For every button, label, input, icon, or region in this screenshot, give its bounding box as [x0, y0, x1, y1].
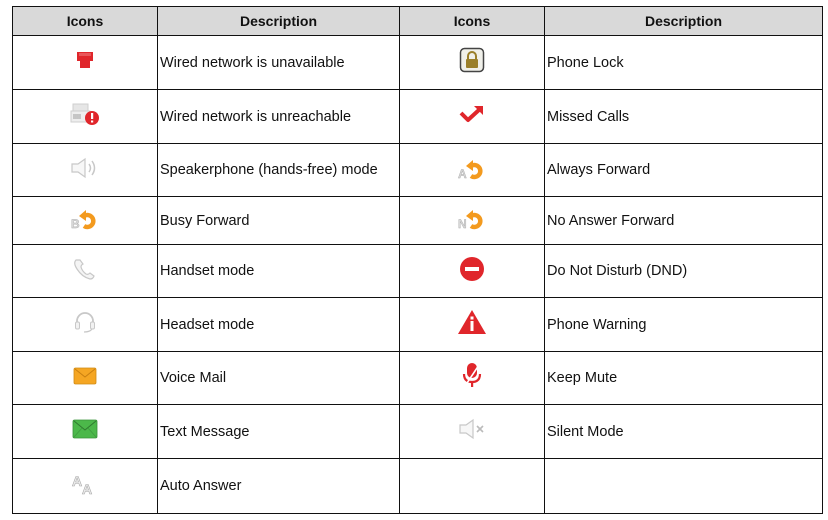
wired-network-unreachable-icon — [70, 102, 100, 131]
handset-icon — [72, 257, 98, 286]
description-cell: Missed Calls — [545, 90, 823, 144]
phone-warning-icon — [457, 309, 487, 340]
description-cell: Do Not Disturb (DND) — [545, 245, 823, 298]
table-row — [13, 144, 823, 197]
table-row — [13, 459, 823, 514]
table-row — [13, 352, 823, 405]
missed-calls-icon — [459, 105, 485, 128]
busy-forward-icon — [70, 206, 100, 235]
status-icons-table — [12, 6, 823, 514]
header-icons-left: Icons — [13, 7, 158, 36]
icon-cell — [13, 197, 158, 245]
empty-icon-cell — [400, 459, 545, 514]
svg-text:A: A — [82, 480, 93, 496]
icon-cell — [13, 405, 158, 459]
icon-cell — [13, 36, 158, 90]
speakerphone-icon — [70, 157, 100, 184]
table-header-row — [13, 7, 823, 36]
icon-cell — [400, 405, 545, 459]
icon-cell — [13, 90, 158, 144]
icon-cell — [400, 298, 545, 352]
description-cell: Phone Warning — [545, 298, 823, 352]
description-cell: Busy Forward — [158, 197, 400, 245]
description-cell: Headset mode — [158, 298, 400, 352]
svg-text:B: B — [71, 217, 80, 230]
description-cell: Silent Mode — [545, 405, 823, 459]
phone-lock-icon — [459, 47, 485, 78]
icon-cell — [400, 197, 545, 245]
wired-network-unavailable-icon — [76, 51, 94, 74]
table-row — [13, 298, 823, 352]
icon-cell — [400, 36, 545, 90]
do-not-disturb-icon — [459, 256, 485, 287]
icon-cell — [13, 459, 158, 514]
table-row — [13, 36, 823, 90]
header-description-left: Description — [158, 7, 400, 36]
description-cell: Always Forward — [545, 144, 823, 197]
icon-cell — [13, 298, 158, 352]
icon-cell — [400, 245, 545, 298]
description-cell: Voice Mail — [158, 352, 400, 405]
silent-mode-icon — [458, 418, 486, 445]
svg-text:A: A — [458, 166, 467, 180]
description-cell: No Answer Forward — [545, 197, 823, 245]
text-message-icon — [72, 419, 98, 444]
icon-cell — [400, 352, 545, 405]
table-row — [13, 90, 823, 144]
icon-cell — [13, 144, 158, 197]
svg-text:A: A — [72, 472, 83, 489]
header-icons-right: Icons — [400, 7, 545, 36]
svg-text:N: N — [458, 217, 467, 230]
description-cell: Phone Lock — [545, 36, 823, 90]
icon-cell — [13, 245, 158, 298]
description-cell: Keep Mute — [545, 352, 823, 405]
no-answer-forward-icon — [457, 206, 487, 235]
table-row — [13, 197, 823, 245]
voice-mail-icon — [73, 367, 97, 390]
always-forward-icon — [457, 156, 487, 185]
description-cell: Speakerphone (hands-free) mode — [158, 144, 400, 197]
description-cell: Handset mode — [158, 245, 400, 298]
headset-icon — [73, 310, 97, 339]
description-cell: Wired network is unavailable — [158, 36, 400, 90]
description-cell: Auto Answer — [158, 459, 400, 514]
table-row — [13, 245, 823, 298]
auto-answer-icon — [71, 472, 99, 501]
table-row — [13, 405, 823, 459]
icon-cell — [400, 90, 545, 144]
keep-mute-icon — [461, 362, 483, 395]
header-description-right: Description — [545, 7, 823, 36]
icon-cell — [400, 144, 545, 197]
icon-cell — [13, 352, 158, 405]
description-cell: Text Message — [158, 405, 400, 459]
description-cell: Wired network is unreachable — [158, 90, 400, 144]
empty-description-cell — [545, 459, 823, 514]
